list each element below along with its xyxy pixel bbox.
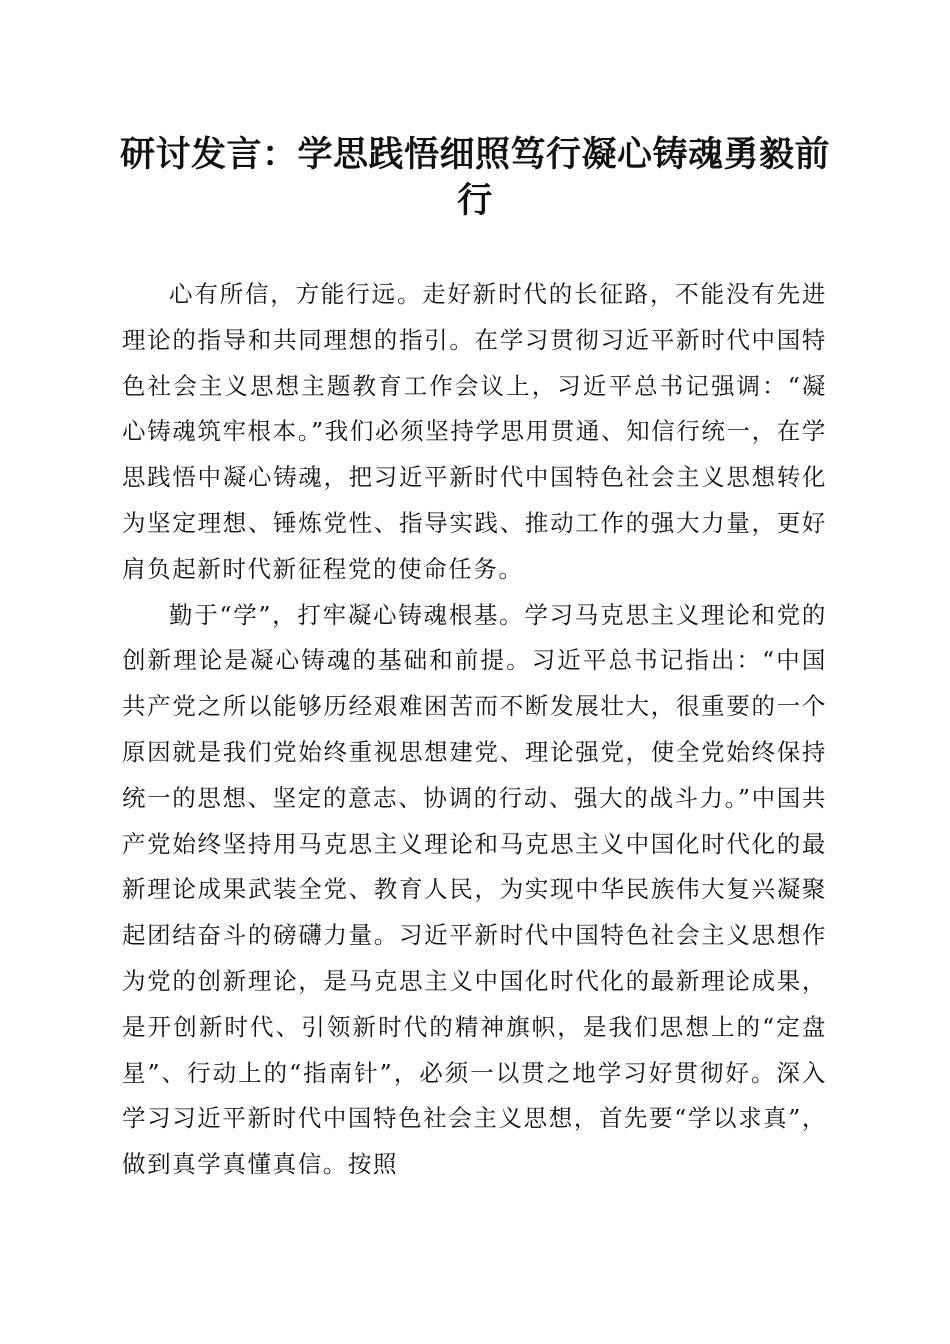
- document-body: [122, 272, 827, 1188]
- document-title: 研讨发言：学思践悟细照笃行凝心铸魂勇毅前行: [119, 134, 830, 221]
- paragraph-study: 勤于“学”，打牢凝心铸魂根基。学习马克思主义理论和党的创新理论是凝心铸魂的基础和前提。习近平总书记指出：“中国共产党之所以能够历经艰难困苦而不断发展壮大，很重要的一个原因就是我们党始终重视思想建党、理论强党，使全党始终保持统一的思想、坚定的意志、协调的行动、强大的战斗力。”中国共产党始终坚持用马克思主义理论和马克思主义中国化时代化的最新理论成果武装全党、教育人民，为实现中华民族伟大复兴凝聚起团结奋斗的磅礴力量。习近平新时代中国特色社会主义思想作为党的创新理论，是马克思主义中国化时代化的最新理论成果，是开创新时代、引领新时代的精神旗帜，是我们思想上的“定盘星”、行动上的“指南针”，必须一以贯之地学习好贯彻好。深入学习习近平新时代中国特色社会主义思想，首先要“学以求真”，做到真学真懂真信。按照: [122, 600, 827, 1179]
- paragraph-intro: 心有所信，方能行远。走好新时代的长征路，不能没有先进理论的指导和共同理想的指引。在学习贯彻习近平新时代中国特色社会主义思想主题教育工作会议上，习近平总书记强调：“凝心铸魂筑牢根本。”我们必须坚持学思用贯通、知信行统一，在学思践悟中凝心铸魂，把习近平新时代中国特色社会主义思想转化为坚定理想、锤炼党性、指导实践、推动工作的强大力量，更好肩负起新时代新征程党的使命任务。: [122, 280, 827, 583]
